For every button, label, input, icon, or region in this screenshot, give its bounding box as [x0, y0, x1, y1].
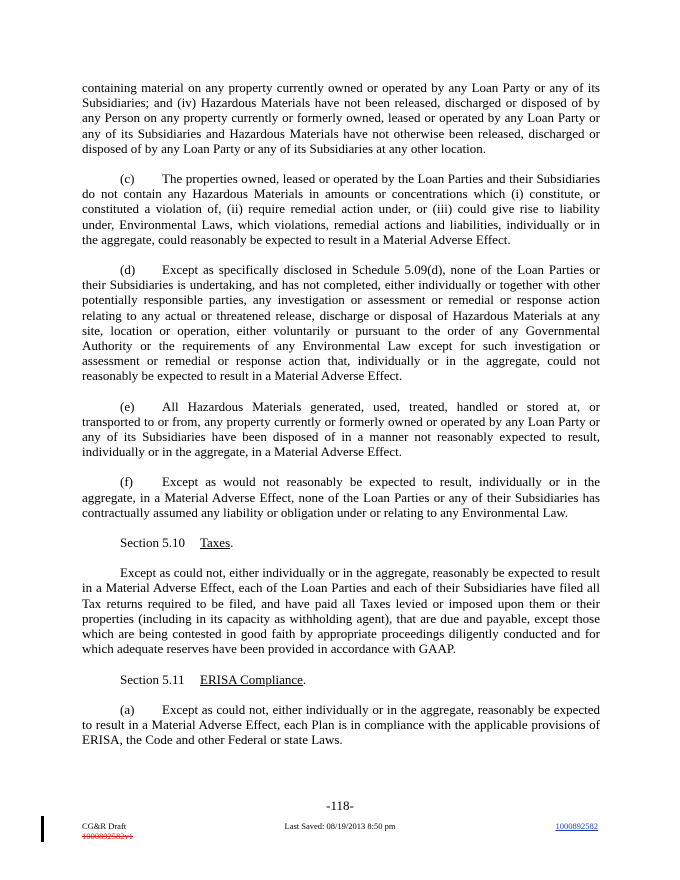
section-number: Section 5.11 — [120, 671, 185, 687]
clause-text-a: Except as could not, either individually or in the aggregate, reasonably be expected to result in a Material Adverse Effect, each Plan is in compliance with the applicable provisions of ERISA, the Code and other Federal or state Laws. — [82, 701, 600, 748]
section-title: Taxes — [200, 535, 231, 551]
clause-label-d: (d) — [120, 262, 136, 278]
paragraph-continuation: containing material on any property currently owned or operated by any Loan Party or any of its Subsidiaries; and (iv) Hazardous Materials have not been released, discharged or disposed of by any Person on any property currently or formerly owned, leased or operated by any Loan Party or any of its Subsidiaries and Hazardous Materials have not otherwise been released, discharged or disposed of by any Loan Party or any of its Subsidiaries at any other location. — [82, 80, 600, 156]
footer-last-saved: Last Saved: 08/19/2013 8:50 pm — [284, 821, 396, 831]
clause-text-d: Except as specifically disclosed in Schedule 5.09(d), none of the Loan Parties or their Subsidiaries is undertaking, and has not completed, either individually or together with other potentially responsible parties, any investigation or assessment or remedial or response action relating to any actual or threatened release, discharge or disposal of Hazardous Materials at any site, location or operation, either voluntarily or pursuant to the order of any Governmental Authority or the requirements of any Environmental Law except for such investigation or assessment or remedial or response action that, individually or in the aggregate, could not reasonably be expected to result in a Material Adverse Effect. — [82, 262, 600, 384]
footer-deleted-doc-id: 1000892582v1 — [82, 831, 133, 841]
clause-label-f: (f) — [120, 474, 133, 490]
document-body — [82, 80, 600, 762]
section-heading-5-11 — [120, 672, 600, 687]
clause-label-c: (c) — [120, 171, 135, 187]
section-title-period: . — [302, 671, 307, 687]
footer-doc-id-link[interactable]: 1000892582 — [555, 821, 598, 831]
section-title: ERISA Compliance — [200, 671, 303, 687]
paragraph-d — [82, 262, 600, 384]
paragraph-taxes — [82, 565, 600, 656]
clause-text-f: Except as would not reasonably be expected to result, individually or in the aggregate, in a Material Adverse Effect, none of the Loan Parties or any of their Subsidiaries has contractually assumed any liability or obligation under or relating to any Environmental Law. — [82, 474, 600, 520]
section-heading-5-10 — [120, 535, 600, 550]
section-title-period: . — [230, 535, 234, 551]
page-number: -118- — [326, 798, 354, 813]
clause-label-a: (a) — [120, 701, 135, 717]
paragraph-e — [82, 399, 600, 460]
paragraph-c — [82, 171, 600, 247]
paragraph-a — [82, 702, 600, 748]
clause-label-e: (e) — [120, 398, 135, 414]
footer-draft-text: CG&R Draft — [82, 821, 127, 831]
clause-text-c: The properties owned, leased or operated by the Loan Parties and their Subsidiaries do not contain any Hazardous Materials in amounts or concentrations which (i) constitute, or constituted a violation of, (ii) require remedial action under, or (iii) could give rise to liability under, Environmental Laws, which violations, remedial actions and liabilities, individually or in the aggregate, could reasonably be expected to result in a Material Adverse Effect. — [82, 171, 600, 247]
clause-text-e: All Hazardous Materials generated, used, treated, handled or stored at, or transported to or from, any property currently or formerly owned or operated by any Loan Party or any of its Subsidiaries have been disposed of in a manner not reasonably expected to result, individually or in the aggregate, in a Material Adverse Effect. — [82, 398, 600, 460]
section-number: Section 5.10 — [120, 535, 185, 551]
taxes-text: Except as could not, either individually or in the aggregate, reasonably be expected to result in a Material Adverse Effect, each of the Loan Parties and each of their Subsidiaries have filed all Tax returns required to be filed, and have paid all Taxes levied or imposed upon them or their properties (including in its capacity as withholding agent), that are due and payable, except those which are being contested in good faith by appropriate proceedings diligently conducted and for which adequate reserves have been provided in accordance with GAAP. — [82, 565, 600, 657]
paragraph-f — [82, 474, 600, 520]
